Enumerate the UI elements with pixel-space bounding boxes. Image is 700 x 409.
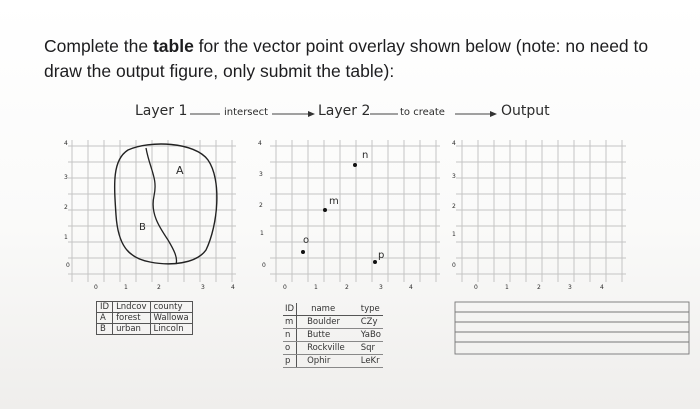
output-grid <box>456 140 626 282</box>
table-header-row <box>97 302 193 313</box>
l1-xtick-1: 1 <box>124 284 128 291</box>
output-label: Output <box>501 103 550 119</box>
out-xtick-1: 1 <box>505 284 509 291</box>
table-cell: Wallowa <box>150 313 192 324</box>
output-table-blank <box>455 302 689 354</box>
table-header: ID <box>97 302 113 313</box>
polygon-a-label: A <box>176 164 184 177</box>
l1-ytick-3: 3 <box>64 174 68 181</box>
table-cell: B <box>97 324 113 335</box>
l2-xtick-4: 4 <box>409 284 413 291</box>
l2-ytick-2: 2 <box>259 202 263 209</box>
table-row <box>97 324 193 335</box>
table-cell: LeKr <box>347 355 383 368</box>
out-ytick-1: 1 <box>452 231 456 238</box>
table-header: type <box>347 303 383 316</box>
l2-ytick-4: 4 <box>258 140 262 147</box>
table-header-row <box>283 303 383 316</box>
l2-xtick-3: 3 <box>379 284 383 291</box>
intersect-label: intersect <box>224 107 269 118</box>
layer1-attribute-table <box>96 301 193 335</box>
table-cell: n <box>283 329 297 342</box>
l2-ytick-3: 3 <box>259 171 263 178</box>
l1-ytick-4: 4 <box>64 140 68 147</box>
layer1-grid <box>68 140 236 282</box>
out-ytick-4: 4 <box>452 140 456 147</box>
layer1-label: Layer 1 <box>135 103 188 119</box>
l2-ytick-1: 1 <box>260 230 264 237</box>
table-cell: forest <box>113 313 150 324</box>
table-cell: Ophir <box>297 355 347 368</box>
layer2-label: Layer 2 <box>318 103 371 119</box>
polygon-b-label: B <box>139 222 146 233</box>
point-m <box>323 208 327 212</box>
question-prefix: Complete the <box>44 36 153 56</box>
l2-ytick-0: 0 <box>262 262 266 269</box>
l1-ytick-0: 0 <box>66 262 70 269</box>
layer2-attribute-table <box>283 303 383 368</box>
l1-xtick-4: 4 <box>231 284 235 291</box>
l1-xtick-3: 3 <box>201 284 205 291</box>
table-row <box>97 313 193 324</box>
table-row <box>283 316 383 329</box>
table-cell: CZy <box>347 316 383 329</box>
l1-xtick-2: 2 <box>157 284 161 291</box>
table-cell: Sqr <box>347 342 383 355</box>
table-row <box>283 342 383 355</box>
table-header: county <box>150 302 192 313</box>
table-cell: Lincoln <box>150 324 192 335</box>
table-cell: o <box>283 342 297 355</box>
l1-ytick-1: 1 <box>64 234 68 241</box>
out-xtick-4: 4 <box>600 284 604 291</box>
out-xtick-2: 2 <box>537 284 541 291</box>
l2-xtick-0: 0 <box>283 284 287 291</box>
table-header: ID <box>283 303 297 316</box>
layer1-divider-line <box>146 148 177 264</box>
question-suffix: for the vector point overlay shown below (note: no need to draw the output figure, only submit the table): <box>44 36 649 81</box>
out-ytick-3: 3 <box>452 173 456 180</box>
table-cell: Rockville <box>297 342 347 355</box>
table-cell: Boulder <box>297 316 347 329</box>
l2-xtick-2: 2 <box>345 284 349 291</box>
point-n-label: n <box>362 150 369 161</box>
table-row <box>283 355 383 368</box>
table-header: Lndcov <box>113 302 150 313</box>
point-p <box>373 260 377 264</box>
out-ytick-2: 2 <box>452 203 456 210</box>
table-cell: urban <box>113 324 150 335</box>
out-ytick-0: 0 <box>452 262 456 269</box>
table-cell: Butte <box>297 329 347 342</box>
out-xtick-0: 0 <box>474 284 478 291</box>
point-p-label: p <box>378 250 385 261</box>
point-o <box>301 250 305 254</box>
to-create-label: to create <box>400 107 445 118</box>
table-cell: A <box>97 313 113 324</box>
point-n <box>353 163 357 167</box>
table-cell: YaBo <box>347 329 383 342</box>
layer2-grid <box>270 140 440 282</box>
l1-ytick-2: 2 <box>64 204 68 211</box>
l2-xtick-1: 1 <box>314 284 318 291</box>
table-cell: p <box>283 355 297 368</box>
question-bold-word: table <box>152 36 194 56</box>
l1-xtick-0: 0 <box>94 284 98 291</box>
table-row <box>283 329 383 342</box>
out-xtick-3: 3 <box>568 284 572 291</box>
table-cell: m <box>283 316 297 329</box>
table-header: name <box>297 303 347 316</box>
point-o-label: o <box>303 235 310 246</box>
point-m-label: m <box>329 196 339 207</box>
